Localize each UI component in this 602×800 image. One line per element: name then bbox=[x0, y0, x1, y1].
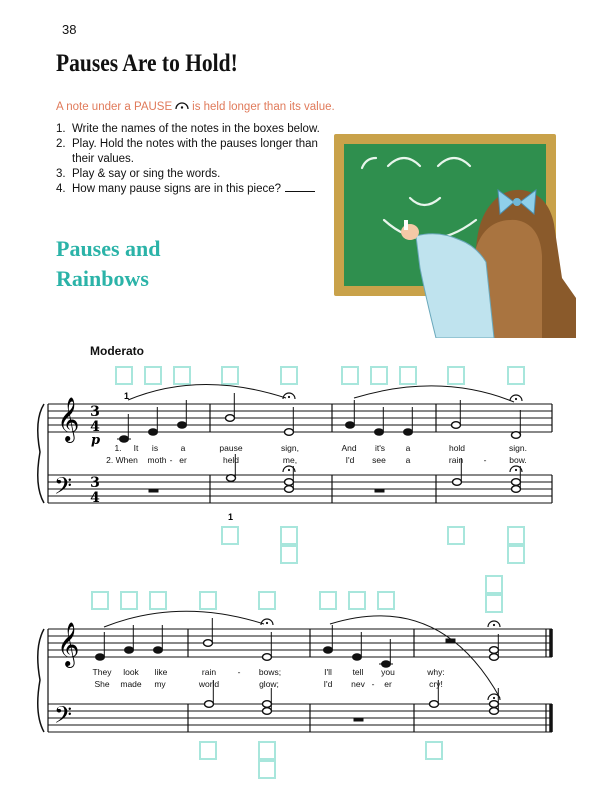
lyric-syllable: She bbox=[94, 679, 110, 689]
lyric-syllable: pause bbox=[219, 443, 243, 453]
note-name-box bbox=[281, 527, 297, 544]
note-name-box bbox=[222, 527, 238, 544]
lyric-syllable: why: bbox=[427, 667, 445, 677]
tempo-marking: Moderato bbox=[90, 344, 144, 358]
instruction-text: Write the names of the notes in the boxes below. bbox=[72, 123, 320, 135]
note-name-box bbox=[486, 595, 502, 612]
treble-staff-1 bbox=[48, 404, 552, 432]
lyric-syllable: They bbox=[92, 667, 112, 677]
slur bbox=[128, 384, 286, 400]
lyric-syllable: me, bbox=[282, 455, 298, 465]
note-head bbox=[404, 429, 413, 436]
lyric-syllable: rain bbox=[201, 667, 217, 677]
treble-staff-2 bbox=[48, 629, 552, 657]
lyric-syllable: world bbox=[198, 679, 220, 689]
note-name-boxes-treble-1[interactable] bbox=[116, 367, 524, 384]
note-head bbox=[512, 479, 521, 486]
note-head bbox=[205, 701, 214, 708]
note-head bbox=[453, 479, 462, 486]
note-head bbox=[96, 654, 105, 661]
treble-clef-icon: 𝄞 bbox=[57, 397, 80, 441]
time-signature-top: 3 bbox=[90, 404, 100, 420]
slur bbox=[104, 611, 264, 627]
bass-notes-1 bbox=[149, 454, 521, 492]
note-name-box bbox=[342, 367, 358, 384]
half-rest bbox=[375, 489, 384, 492]
lyric-syllable: you bbox=[381, 667, 395, 677]
lyric-syllable: And bbox=[341, 443, 357, 453]
lyric-syllable: made bbox=[120, 679, 142, 689]
note-name-box bbox=[92, 592, 108, 609]
lyric-syllable: bows; bbox=[258, 667, 282, 677]
lyric-syllable: I'd bbox=[345, 455, 355, 465]
lyric-syllable: - bbox=[371, 679, 375, 689]
note-head bbox=[490, 654, 499, 661]
instruction-number: 4. bbox=[56, 182, 66, 195]
bass-clef-icon: 𝄢 bbox=[54, 701, 73, 734]
note-name-box bbox=[486, 576, 502, 593]
note-name-boxes-bass-2[interactable] bbox=[200, 742, 442, 778]
lyric-syllable: is bbox=[151, 443, 159, 453]
note-name-box bbox=[508, 546, 524, 563]
note-head bbox=[353, 654, 362, 661]
lyric-syllable: - bbox=[237, 667, 241, 677]
note-head bbox=[490, 647, 499, 654]
instruction-text: Play. Hold the notes with the pauses longer than their values. bbox=[72, 138, 318, 165]
slur bbox=[354, 386, 514, 402]
note-name-box bbox=[174, 367, 190, 384]
note-name-box bbox=[145, 367, 161, 384]
phrase-slurs-1 bbox=[128, 384, 514, 402]
lyric-syllable: er bbox=[384, 679, 392, 689]
grand-staff-brace-1 bbox=[38, 404, 44, 503]
fingering-number: 1 bbox=[228, 512, 234, 522]
note-head bbox=[263, 654, 272, 661]
note-name-box bbox=[508, 367, 524, 384]
lyric-syllable: 1. bbox=[114, 443, 122, 453]
time-signature-bottom: 4 bbox=[90, 419, 100, 435]
lyric-syllable: a bbox=[405, 455, 411, 465]
page-title: Pauses Are to Hold! bbox=[56, 50, 238, 77]
note-head bbox=[490, 701, 499, 708]
note-name-box bbox=[259, 761, 275, 778]
note-head bbox=[346, 422, 355, 429]
note-head bbox=[512, 432, 521, 439]
lyric-syllable: I'd bbox=[323, 679, 333, 689]
lyric-syllable: held bbox=[222, 455, 240, 465]
half-rest bbox=[354, 718, 363, 721]
note-head bbox=[490, 708, 499, 715]
fermata-icon bbox=[258, 619, 500, 700]
note-head bbox=[125, 647, 134, 654]
note-head bbox=[285, 429, 294, 436]
grand-staff-brace-2 bbox=[38, 629, 44, 732]
note-head bbox=[263, 701, 272, 708]
lyric-syllable: it's bbox=[374, 443, 386, 453]
lyric-syllable: see bbox=[372, 455, 386, 465]
lyric-syllable: cry! bbox=[429, 679, 443, 689]
note-name-box bbox=[508, 527, 524, 544]
half-rest bbox=[149, 489, 158, 492]
time-signature-top: 3 bbox=[90, 475, 100, 491]
lyric-syllable: look bbox=[123, 667, 139, 677]
lyric-syllable: - bbox=[483, 455, 487, 465]
note-name-box bbox=[259, 742, 275, 759]
note-name-boxes-treble-2[interactable] bbox=[92, 576, 502, 612]
lyric-syllable: like bbox=[154, 667, 168, 677]
note-name-box bbox=[378, 592, 394, 609]
barlines-1 bbox=[48, 404, 552, 503]
lyric-syllable: a bbox=[405, 443, 411, 453]
note-name-box bbox=[222, 367, 238, 384]
lyric-syllable: a bbox=[180, 443, 186, 453]
bass-staff-2 bbox=[48, 704, 552, 732]
note-name-box bbox=[150, 592, 166, 609]
lyric-syllable: nev bbox=[351, 679, 365, 689]
lyric-syllable: glow; bbox=[259, 679, 279, 689]
lyric-syllable: rain bbox=[448, 455, 464, 465]
instruction-number: 2. bbox=[56, 138, 66, 150]
note-name-box bbox=[426, 742, 442, 759]
note-head bbox=[324, 647, 333, 654]
note-name-box bbox=[200, 742, 216, 759]
note-name-box bbox=[281, 367, 297, 384]
treble-clef-icon: 𝄞 bbox=[57, 622, 80, 666]
definition-text-after: is held longer than its value. bbox=[192, 101, 335, 114]
note-name-boxes-bass-1[interactable] bbox=[222, 527, 524, 563]
bass-clef-icon: 𝄢 bbox=[54, 472, 73, 505]
note-name-box bbox=[200, 592, 216, 609]
note-name-box bbox=[320, 592, 336, 609]
note-head bbox=[430, 701, 439, 708]
note-name-box bbox=[349, 592, 365, 609]
note-name-box bbox=[259, 592, 275, 609]
note-head bbox=[285, 486, 294, 493]
lyric-syllable: sign. bbox=[509, 443, 527, 453]
note-head bbox=[285, 479, 294, 486]
lyric-syllable: my bbox=[154, 679, 166, 689]
instruction-number: 3. bbox=[56, 167, 66, 180]
lyric-syllable: bow. bbox=[509, 455, 527, 465]
note-name-box bbox=[400, 367, 416, 384]
lyric-syllable: moth bbox=[147, 455, 167, 465]
lyric-syllable: er bbox=[179, 455, 187, 465]
note-head bbox=[178, 422, 187, 429]
time-signature-bottom: 4 bbox=[90, 490, 100, 506]
instruction-text: How many pause signs are in this piece? bbox=[72, 182, 282, 195]
lyric-syllable: - bbox=[169, 455, 173, 465]
lyric-syllable: 2. When bbox=[106, 455, 138, 465]
note-head bbox=[512, 486, 521, 493]
lyric-syllable: It bbox=[133, 443, 139, 453]
song-title-line-2: Rainbows bbox=[56, 266, 149, 291]
instruction-number: 1. bbox=[56, 123, 66, 135]
note-head bbox=[154, 647, 163, 654]
note-name-box bbox=[448, 367, 464, 384]
fingering-number: 1 bbox=[124, 391, 130, 401]
note-name-box bbox=[121, 592, 137, 609]
note-name-box bbox=[371, 367, 387, 384]
bass-staff-1 bbox=[48, 475, 552, 503]
note-head bbox=[226, 415, 235, 422]
lyric-syllable: tell bbox=[352, 667, 364, 677]
note-head bbox=[149, 429, 158, 436]
song-title-line-1: Pauses and bbox=[56, 236, 161, 261]
note-head bbox=[120, 436, 129, 443]
note-head bbox=[204, 640, 213, 647]
lyric-syllable: sign, bbox=[281, 443, 299, 453]
note-head bbox=[227, 475, 236, 482]
dynamic-piano: p bbox=[91, 433, 101, 448]
instruction-text: Play & say or sing the words. bbox=[72, 167, 221, 180]
note-name-box bbox=[448, 527, 464, 544]
note-head bbox=[263, 708, 272, 715]
note-head bbox=[452, 422, 461, 429]
note-head bbox=[375, 429, 384, 436]
page-number: 38 bbox=[62, 22, 77, 37]
note-name-box bbox=[116, 367, 132, 384]
definition-text-before: A note under a PAUSE bbox=[56, 101, 173, 114]
note-name-box bbox=[281, 546, 297, 563]
lyric-syllable: hold bbox=[448, 443, 466, 453]
lyric-syllable: I'll bbox=[324, 667, 332, 677]
